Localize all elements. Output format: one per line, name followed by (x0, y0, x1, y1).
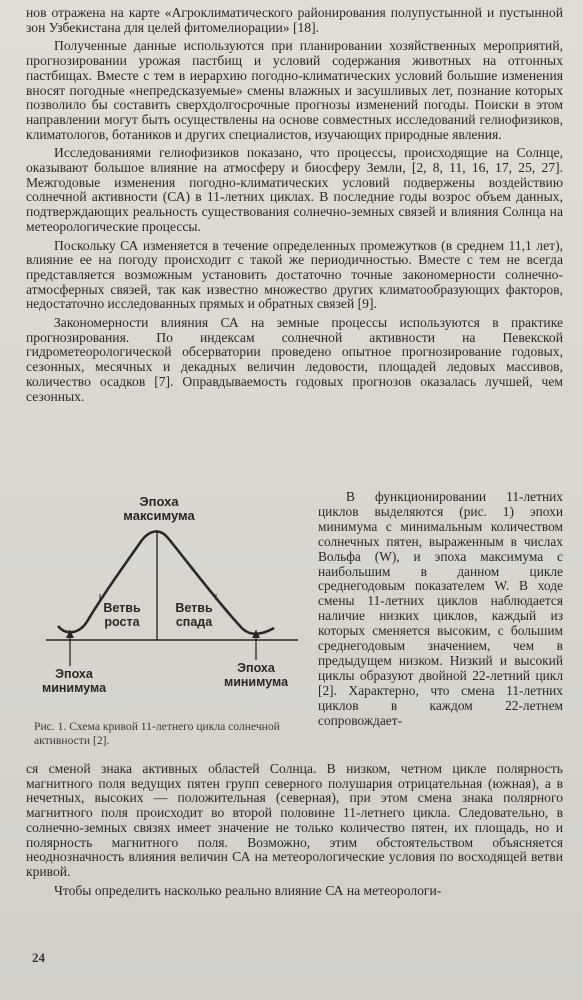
figure-caption: Рис. 1. Схема кривой 11-летнего цикла солнечной активности [2]. (34, 720, 280, 747)
bottom-text-block (26, 762, 563, 898)
paragraph: Полученные данные используются при планировании хозяйственных мероприятий, прогнозировании урожая пастбищ и условий содержания животных на отгонных пастбищах. Вместе с тем в иерархию погодно-климатических условий большие изменения вносят погодные «непредсказуемые» смены влажных и засушливых лет, познание которых позволило бы составить сверхдолгосрочные прогнозы изменений погоды. Поиски в этом направлении могут быть осуществлены на основе совместных исследований гелиофизиков, климатологов, ботаников и других специалистов, изучающих природные явления. (26, 38, 563, 142)
page-number: 24 (32, 950, 45, 965)
label-max-2: максимума (123, 508, 195, 523)
top-text-block (26, 6, 563, 404)
label-max-1: Эпоха (139, 494, 179, 509)
paragraph: Чтобы определить насколько реально влияние СА на метеорологи- (54, 882, 442, 898)
paragraph-continuation: ся сменой знака активных областей Солнца. В низком, четном цикле полярность магнитного поля ведущих пятен групп северного полушария отрицательная (южная), а в нечетных, высоких — положительная (северная), при этом смена знака полярного магнитного поля происходит во второй половине 11-летнего цикла. Следовательно, в солнечно-земных связях имеет значение не только количество пятен, их площадь, но и полярность магнитного поля. Возможно, этим обстоятельством объясняется неоднозначность влияния величин СА на метеорологические условия по восходящей ветви кривой. (26, 761, 563, 879)
label-fall-1: Ветвь (175, 601, 213, 615)
paragraph: В функционировании 11-летних циклов выделяются (рис. 1) эпохи минимума с минимальным количеством солнечных пятен, выраженным в числах Вольфа (W), и эпоха максимума с наибольшим в данном цикле среднегодовым показателем W. В ходе смены 11-летних циклов наблюдается наличие низких циклов, каждый из которых сменяется высоким, с большим среднегодовым значением, чем в предыдущем низком. Низкий и высокий циклы образуют двойной 22-летний цикл [2]. Характерно, что смена 11-летних циклов в каждом 22-летнем сопровождает- (318, 489, 563, 728)
label-min-left-1: Эпоха (55, 667, 93, 681)
label-fall-2: спада (175, 615, 213, 629)
solar-cycle-diagram (26, 494, 308, 713)
label-min-right-1: Эпоха (237, 661, 275, 675)
paragraph: Поскольку СА изменяется в течение определенных промежутков (в среднем 11,1 лет), влияние ее на погоду происходит с такой же периодичностью. Вместе с тем не всегда представляется возможным установить достаточно точные закономерности солнечно-атмосферных связей, так как известно множество других климатообразующих факторов, недостаточно исследованных прямых и обратных связей [9]. (26, 237, 563, 312)
paragraph: Исследованиями гелиофизиков показано, что процессы, происходящие на Солнце, оказывают большое влияние на атмосферу и биосферу Земли, [2, 8, 11, 16, 17, 25, 27]. Межгодовые изменения погодно-климатических условий подвержены воздействию солнечной активности (СА) в 11-летних циклах. В последние годы возрос объем данных, подтверждающих реальность существования солнечно-земных связей и влияния Солнца на метеорологические процессы. (26, 145, 563, 234)
label-rise-1: Ветвь (103, 601, 141, 615)
paragraph-continuation: нов отражена на карте «Агроклиматического районирования полупустынной и пустынной зон Узбекистана для целей фитомелиорации» [18]. (26, 5, 563, 35)
right-column-text (318, 490, 563, 729)
label-min-right-2: минимума (223, 675, 289, 689)
paragraph: Закономерности влияния СА на земные процессы используются в практике прогнозирования. По индексам солнечной активности на Певекской гидрометеорологической обсерватории проведено опытное прогнозирование годовых, сезонных, месячных и декадных величин ледовости, площадей ледовых массивов, количество осадков [7]. Оправдываемость годовых прогнозов оказалась лучшей, чем сезонных. (26, 315, 563, 404)
figure-solar-cycle (26, 494, 308, 718)
activity-curve (58, 531, 274, 633)
label-rise-2: роста (104, 615, 140, 629)
label-min-left-2: минимума (41, 681, 107, 695)
